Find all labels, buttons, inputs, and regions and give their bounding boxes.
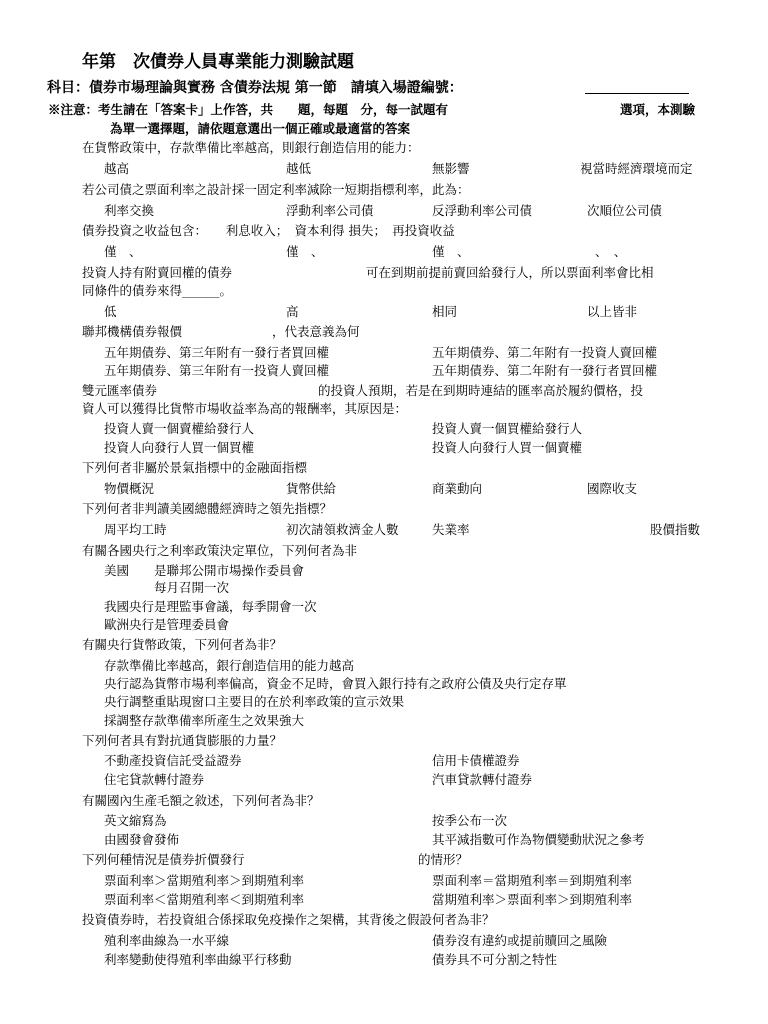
- question-4-stem-line2: 同條件的債券來得______。: [82, 283, 233, 298]
- question-10-option-d[interactable]: 採調整存款準備率所產生之效果強大: [104, 713, 305, 728]
- question-2-option-b[interactable]: 浮動利率公司債: [286, 203, 374, 218]
- question-6-stem-line2: 資人可以獲得比貨幣市場收益率為高的報酬率，其原因是：: [82, 401, 408, 416]
- question-4-option-c[interactable]: 相同: [432, 304, 458, 319]
- question-7-option-c[interactable]: 商業動向: [432, 481, 483, 496]
- question-1-option-d[interactable]: 視當時經濟環境而定: [580, 161, 693, 176]
- question-5-option-b[interactable]: 五年期債券、第二年附有一投資人賣回權: [432, 345, 658, 360]
- question-6-option-d[interactable]: 投資人向發行人買一個賣權: [432, 440, 583, 455]
- question-5-option-a[interactable]: 五年期債券、第三年附有一發行者買回權: [104, 345, 330, 360]
- question-4-option-d[interactable]: 以上皆非: [587, 304, 638, 319]
- question-6-stem: 雙元匯率債券: [82, 383, 158, 398]
- question-13-option-d[interactable]: 當期殖利率＞票面利率＞到期殖利率: [432, 892, 633, 907]
- question-10-option-c[interactable]: 央行調整重貼現窗口主要目的在於利率政策的宣示效果: [104, 694, 405, 709]
- question-5-option-d[interactable]: 五年期債券、第二年附有一發行者買回權: [432, 363, 658, 378]
- question-6-option-a[interactable]: 投資人賣一個賣權給發行人: [104, 421, 255, 436]
- question-5-stem-cont: ，代表意義為何: [272, 324, 360, 339]
- question-12-option-b[interactable]: 按季公布一次: [432, 813, 508, 828]
- question-12-stem: 有關國內生產毛額之敘述，下列何者為非？: [82, 793, 320, 808]
- question-13-option-c[interactable]: 票面利率＜當期殖利率＜到期殖利率: [104, 892, 305, 907]
- question-10-stem: 有關央行貨幣政策，下列何者為非？: [82, 637, 283, 652]
- question-2-option-a[interactable]: 利率交換: [104, 203, 155, 218]
- question-11-option-d[interactable]: 汽車貸款轉付證券: [432, 772, 533, 787]
- question-1-option-c[interactable]: 無影響: [432, 161, 470, 176]
- question-4-option-a[interactable]: 低: [104, 304, 117, 319]
- question-8-stem: 下列何者非判讀美國總體經濟時之領先指標？: [82, 501, 333, 516]
- question-14-option-b[interactable]: 債券沒有違約或提前贖回之風險: [432, 933, 608, 948]
- question-7-option-d[interactable]: 國際收支: [587, 481, 638, 496]
- question-5-stem: 聯邦機構債券報價: [82, 324, 183, 339]
- question-10-option-b[interactable]: 央行認為貨幣市場利率偏高，資金不足時，會買入銀行持有之政府公債及央行定存單: [104, 676, 567, 691]
- question-10-option-a[interactable]: 存款準備比率越高，銀行創造信用的能力越高: [104, 658, 355, 673]
- question-14-option-c[interactable]: 利率變動使得殖利率曲線平行移動: [104, 952, 292, 967]
- question-2-stem: 若公司債之票面利率之設計採一固定利率減除一短期指標利率，此為：: [82, 182, 470, 197]
- question-1-option-b[interactable]: 越低: [286, 161, 312, 176]
- question-13-stem: 下列何種情況是債券折價發行: [82, 852, 245, 867]
- question-9-option-c[interactable]: 歐洲央行是管理委員會: [104, 617, 230, 632]
- question-12-option-d[interactable]: 其平減指數可作為物價變動狀況之參考: [432, 832, 645, 847]
- question-6-option-b[interactable]: 投資人賣一個買權給發行人: [432, 421, 583, 436]
- question-7-option-b[interactable]: 貨幣供給: [286, 481, 337, 496]
- question-11-stem: 下列何者具有對抗通貨膨脹的力量？: [82, 733, 283, 748]
- question-12-option-a[interactable]: 英文縮寫為: [104, 813, 167, 828]
- question-8-option-b[interactable]: 初次請領救濟金人數: [286, 522, 399, 537]
- question-3-stem: 債券投資之收益包含： 利息收入； 資本利得 損失； 再投資收益: [82, 223, 455, 238]
- question-2-option-d[interactable]: 次順位公司債: [587, 203, 663, 218]
- exam-title: 年第 次債券人員專業能力測驗試題: [82, 52, 354, 72]
- question-13-option-a[interactable]: 票面利率＞當期殖利率＞到期殖利率: [104, 873, 305, 888]
- question-9-stem: 有關各國央行之利率政策決定單位，下列何者為非: [82, 543, 358, 558]
- question-6-option-c[interactable]: 投資人向發行人買一個買權: [104, 440, 255, 455]
- question-4-stem-cont: 可在到期前提前賣回給發行人，所以票面利率會比相: [366, 265, 654, 280]
- question-2-option-c[interactable]: 反浮動利率公司債: [432, 203, 533, 218]
- question-3-option-b[interactable]: 僅 、: [286, 244, 324, 259]
- question-4-stem: 投資人持有附賣回權的債券: [82, 265, 233, 280]
- question-3-option-d[interactable]: 、 、: [595, 244, 627, 259]
- question-3-option-a[interactable]: 僅 、: [104, 244, 142, 259]
- question-13-option-b[interactable]: 票面利率＝當期殖利率＝到期殖利率: [432, 873, 633, 888]
- question-5-option-c[interactable]: 五年期債券、第三年附有一投資人賣回權: [104, 363, 330, 378]
- question-11-option-c[interactable]: 住宅貸款轉付證券: [104, 772, 205, 787]
- question-7-option-a[interactable]: 物價概況: [104, 481, 155, 496]
- question-11-option-b[interactable]: 信用卡債權證券: [432, 753, 520, 768]
- question-8-option-d[interactable]: 股價指數: [650, 522, 701, 537]
- question-6-stem-cont: 的投資人預期，若是在到期時連結的匯率高於履約價格，投: [318, 383, 644, 398]
- admission-number-blank[interactable]: [585, 93, 689, 94]
- subject-line: 科目：債券市場理論與實務 含債券法規 第一節 請填入場證編號：: [47, 80, 463, 96]
- question-3-option-c[interactable]: 僅 、: [432, 244, 470, 259]
- question-1-stem: 在貨幣政策中，存款準備比率越高，則銀行創造信用的能力：: [82, 140, 420, 155]
- question-14-option-d[interactable]: 債券具不可分割之特性: [432, 952, 558, 967]
- question-1-option-a[interactable]: 越高: [104, 161, 130, 176]
- exam-notice-cont: 選項，本測驗: [620, 102, 696, 117]
- exam-notice: ※注意：考生請在「答案卡」上作答，共 題，每題 分，每一試題有: [48, 102, 449, 117]
- question-9-option-a-cont: 每月召開一次: [154, 580, 230, 595]
- exam-notice-line2: 為單一選擇題，請依題意選出一個正確或最適當的答案: [110, 121, 411, 136]
- question-9-option-a[interactable]: 美國 是聯邦公開市場操作委員會: [104, 563, 305, 578]
- question-11-option-a[interactable]: 不動產投資信託受益證券: [104, 753, 242, 768]
- question-13-stem-cont: 的情形？: [418, 852, 469, 867]
- question-7-stem: 下列何者非屬於景氣指標中的金融面指標: [82, 460, 308, 475]
- question-14-option-a[interactable]: 殖利率曲線為一水平線: [104, 933, 230, 948]
- question-14-stem: 投資債券時，若投資組合係採取免疫操作之架構，其背後之假設何者為非？: [82, 912, 495, 927]
- question-4-option-b[interactable]: 高: [286, 304, 299, 319]
- question-9-option-b[interactable]: 我國央行是理監事會議，每季開會一次: [104, 599, 317, 614]
- question-8-option-a[interactable]: 周平均工時: [104, 522, 167, 537]
- question-8-option-c[interactable]: 失業率: [432, 522, 470, 537]
- question-12-option-c[interactable]: 由國發會發佈: [104, 832, 180, 847]
